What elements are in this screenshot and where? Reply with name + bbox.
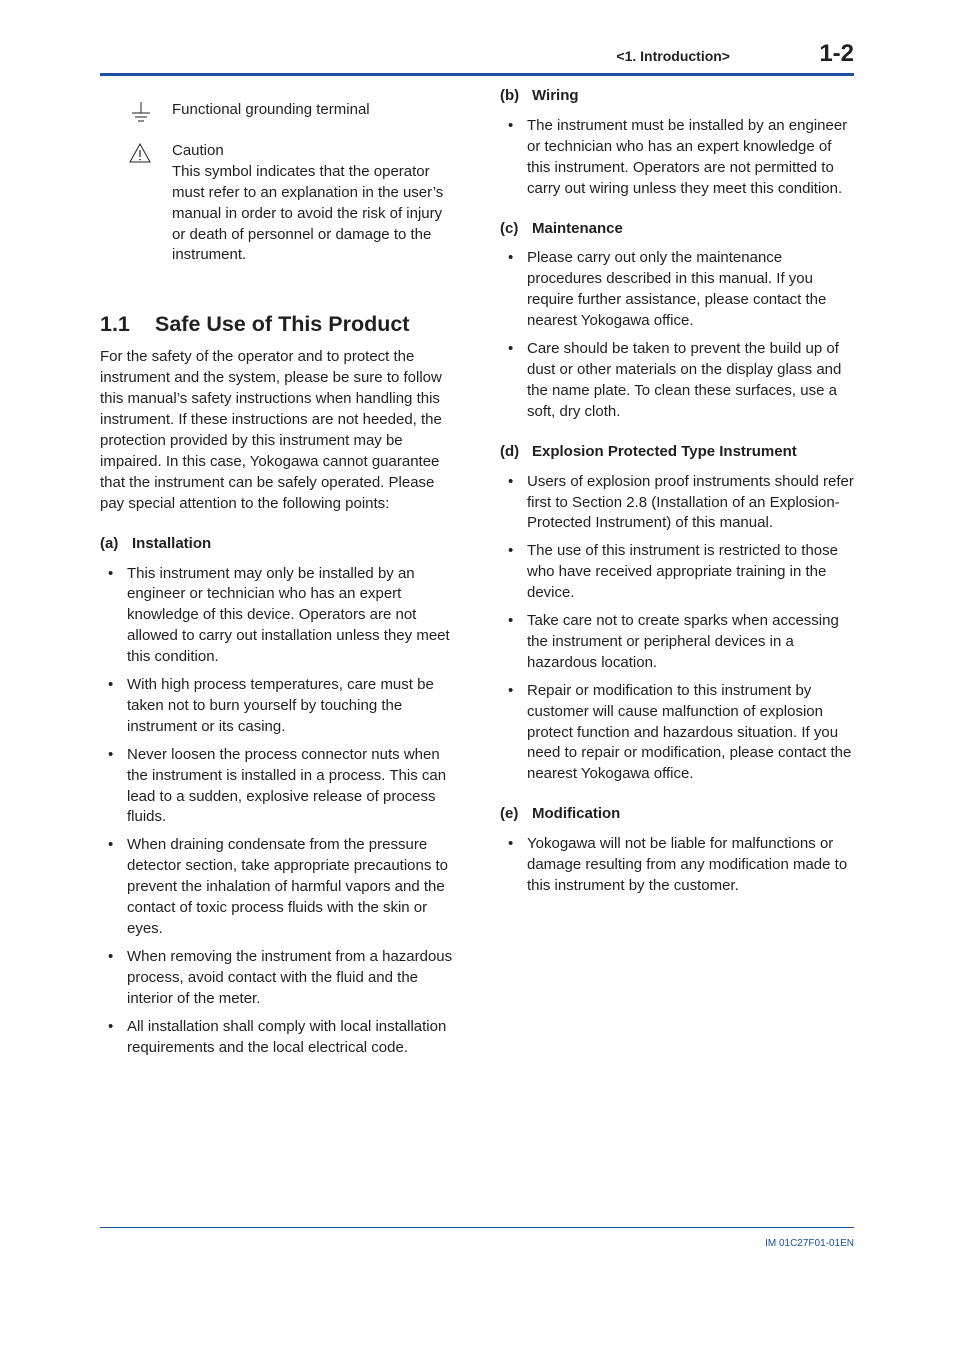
- subsection-letter: (d): [500, 442, 520, 460]
- section-number: 1.1: [100, 312, 130, 337]
- list-item: • The instrument must be installed by an engineer or technician who has an expert knowledge of this instrument. Operators are not permitted to carry out wiring unless they meet this condition.: [500, 116, 855, 200]
- section-heading: [100, 309, 455, 339]
- subsection-title: Explosion Protected Type Instrument: [532, 442, 797, 460]
- bullet-list: [500, 834, 855, 897]
- section-intro: For the safety of the operator and to protect the instrument and the system, please be sure to follow this manual’s safety instructions when handling this instrument. If these instructions are not heeded, the protection provided by this instrument may be impaired. In this case, Yokogawa cannot guarantee that the instrument can be safely operated. Please pay special attention to the following points:: [100, 348, 442, 512]
- symbol-entry: [100, 100, 455, 121]
- left-column: [100, 86, 455, 1065]
- symbol-description: This symbol indicates that the operator must refer to an explanation in the user’s manual in order to avoid the risk of injury or death of personnel or damage to the instrument.: [172, 162, 444, 264]
- list-item: • With high process temperatures, care must be taken not to burn yourself by touching the instrument or its casing.: [100, 675, 455, 738]
- subsection-heading: [500, 442, 855, 463]
- subsection-heading: [500, 804, 855, 825]
- subsection-letter: (b): [500, 87, 520, 104]
- caution-triangle-icon: [100, 141, 172, 266]
- bullet-list: [500, 248, 855, 422]
- list-item: • Repair or modification to this instrument by customer will cause malfunction of explosion protect function and hazardous situation. If you need to repair or modification, please contact the nearest Yokogawa office.: [500, 681, 855, 786]
- bullet-list: [500, 116, 855, 200]
- subsection-title: Wiring: [532, 87, 579, 104]
- list-item: • When draining condensate from the pressure detector section, take appropriate precautions to prevent the inhalation of harmful vapors and the contact of toxic process fluids with the skin or eyes.: [100, 835, 455, 940]
- header-divider: [100, 73, 854, 76]
- page-number: 1-2: [819, 40, 854, 67]
- right-column: [500, 86, 855, 904]
- section-title: Safe Use of This Product: [155, 312, 410, 337]
- symbol-entry: [100, 141, 455, 266]
- subsection-letter: (a): [100, 534, 119, 552]
- list-item: • All installation shall comply with local installation requirements and the local electrical code.: [100, 1017, 455, 1059]
- subsection-heading: [500, 86, 855, 107]
- subsection-letter: (c): [500, 219, 519, 237]
- footer-divider: [100, 1227, 854, 1228]
- subsection-heading: [100, 534, 455, 555]
- list-item: • Never loosen the process connector nuts when the instrument is installed in a process. This can lead to a sudden, explosive release of process fluids.: [100, 745, 455, 829]
- list-item: • Take care not to create sparks when accessing the instrument or peripheral devices in a hazardous location.: [500, 611, 855, 674]
- symbol-title: Functional grounding terminal: [172, 101, 370, 118]
- symbol-title: Caution: [172, 141, 224, 159]
- chapter-label: <1. Introduction>: [616, 48, 730, 64]
- list-item: • When removing the instrument from a hazardous process, avoid contact with the fluid and the interior of the meter.: [100, 947, 455, 1010]
- list-item: • Users of explosion proof instruments should refer first to Section 2.8 (Installation of an Explosion-Protected Instrument) of this manual.: [500, 472, 855, 535]
- list-item: • The use of this instrument is restricted to those who have received appropriate training in the device.: [500, 541, 855, 604]
- bullet-list: [500, 472, 855, 786]
- subsection-heading: [500, 219, 855, 240]
- subsection-letter: (e): [500, 805, 519, 823]
- list-item: • Please carry out only the maintenance procedures described in this manual. If you require further assistance, please contact the nearest Yokogawa office.: [500, 248, 855, 332]
- subsection-title: Modification: [532, 805, 621, 823]
- bullet-list: [100, 564, 455, 1059]
- document-code: IM 01C27F01-01EN: [765, 1238, 854, 1249]
- ground-icon: [100, 100, 172, 121]
- list-item: • This instrument may only be installed by an engineer or technician who has an expert knowledge of this device. Operators are not allowed to carry out installation unless they meet this condition.: [100, 564, 455, 669]
- list-item: • Yokogawa will not be liable for malfunctions or damage resulting from any modification made to this instrument by the customer.: [500, 834, 855, 897]
- subsection-title: Maintenance: [532, 219, 623, 237]
- list-item: • Care should be taken to prevent the build up of dust or other materials on the display glass and the name plate. To clean these surfaces, use a soft, dry cloth.: [500, 339, 855, 423]
- subsection-title: Installation: [132, 534, 212, 552]
